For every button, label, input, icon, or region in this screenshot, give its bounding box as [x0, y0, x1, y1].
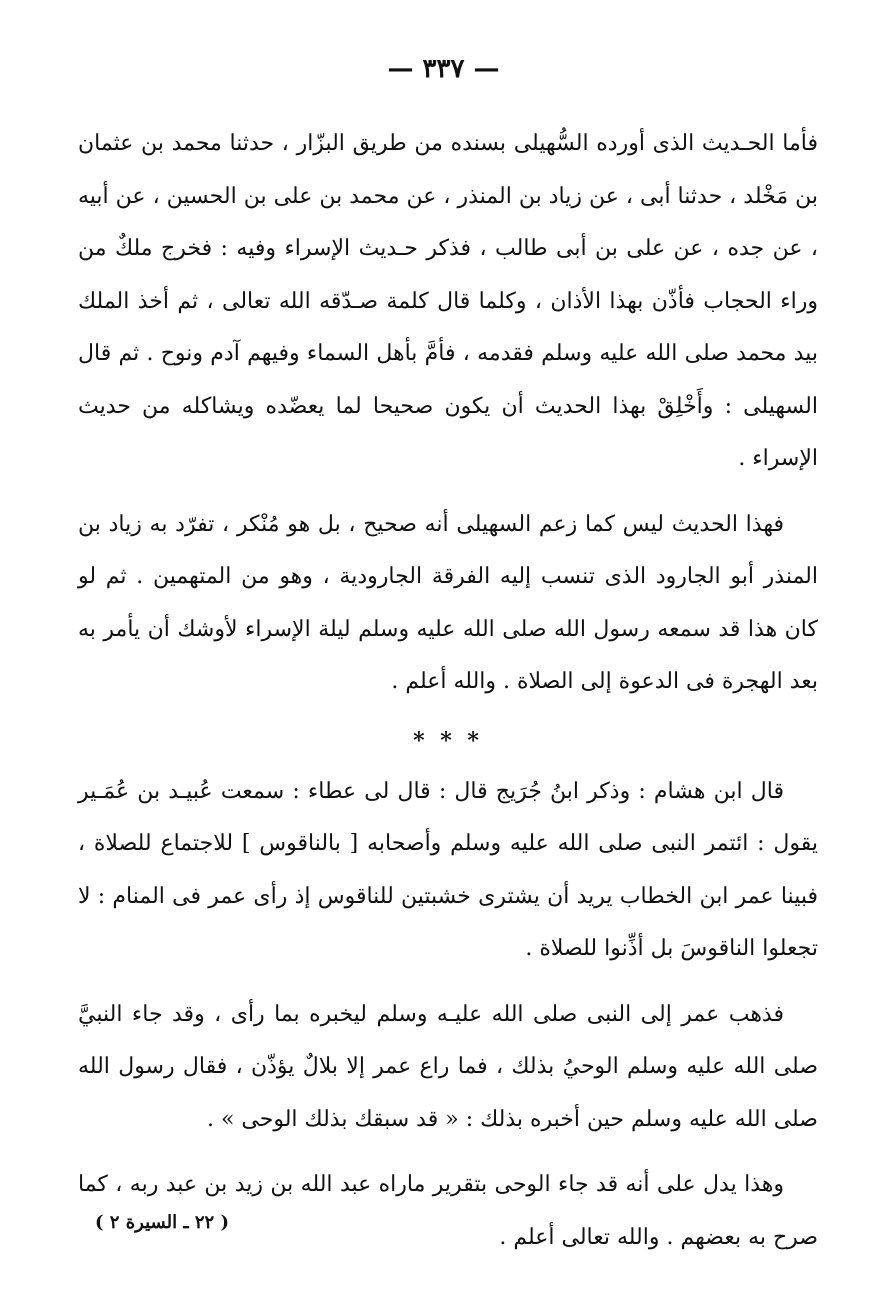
- page-body: [78, 118, 818, 1277]
- page-number: — ٣٣٧ —: [387, 54, 500, 84]
- paragraph-ibn-hisham: قال ابن هشام : وذكر ابنُ جُرَيج قال : قال لى عطاء : سمعت عُبيـد بن عُمَـير يقول : ائتمر النبى صلى الله عليه وسلم وأصحابه [ بالناقوس ] للاجتماع للصلاة ، فبينا عمر ابن الخطاب يريد أن يشترى خشبتين للناقوس إذ رأى عمر فى المنام : لا تجعلوا الناقوسَ بل أذِّنوا للصلاة .: [78, 778, 818, 961]
- paragraph-conclusion: وهذا يدل على أنه قد جاء الوحى بتقرير ماراه عبد الله بن زيد بن عبد ربه ، كما صرح به بعضهم . والله تعالى أعلم .: [78, 1172, 818, 1250]
- paragraph-hadith-critique: فهذا الحديث ليس كما زعم السهيلى أنه صحيح ، بل هو مُنْكر ، تفرّد به زياد بن المنذر أبو الجارود الذى تنسب إليه الفرقة الجارودية ، وهو من المتهمين . ثم لو كان هذا قد سمعه رسول الله صلى الله عليه وسلم ليلة الإسراء لأوشك أن يأمر به بعد الهجرة فى الدعوة إلى الصلاة . والله أعلم .: [78, 511, 818, 694]
- paragraph-suhayli-hadith: فأما الحـديث الذى أورده السُّهيلى بسنده من طريق البزّار ، حدثنا محمد بن عثمان بن مَخْلد ، حدثنا أبى ، عن زياد بن المنذر ، عن محمد بن على بن الحسين ، عن أبيه ، عن جده ، عن على بن أبى طالب ، فذكر حـديث الإسراء وفيه : فخرج ملكٌ من وراء الحجاب فأذّن بهذا الأذان ، وكلما قال كلمة صـدّقه الله تعالى ، ثم أخذ الملك بيد محمد صلى الله عليه وسلم فقدمه ، فأمَّ بأهل السماء وفيهم آدم ونوح . ثم قال السهيلى : وأَخْلِقْ بهذا الحديث أن يكون صحيحا لما يعضّده ويشاكله من حديث الإسراء .: [78, 131, 818, 471]
- footer-signature: ( ٢٢ ـ السيرة ٢ ): [95, 1212, 230, 1233]
- paragraph-umar-dream: فذهب عمر إلى النبى صلى الله عليـه وسلم ليخبره بما رأى ، وقد جاء النبيَّ صلى الله عليه وسلم الوحيُ بذلك ، فما راع عمر إلا بلالٌ يؤذّن ، فقال رسول الله صلى الله عليه وسلم حين أخبره بذلك : « قد سبقك بذلك الوحى » .: [78, 1001, 818, 1132]
- section-separator: * * *: [413, 727, 483, 754]
